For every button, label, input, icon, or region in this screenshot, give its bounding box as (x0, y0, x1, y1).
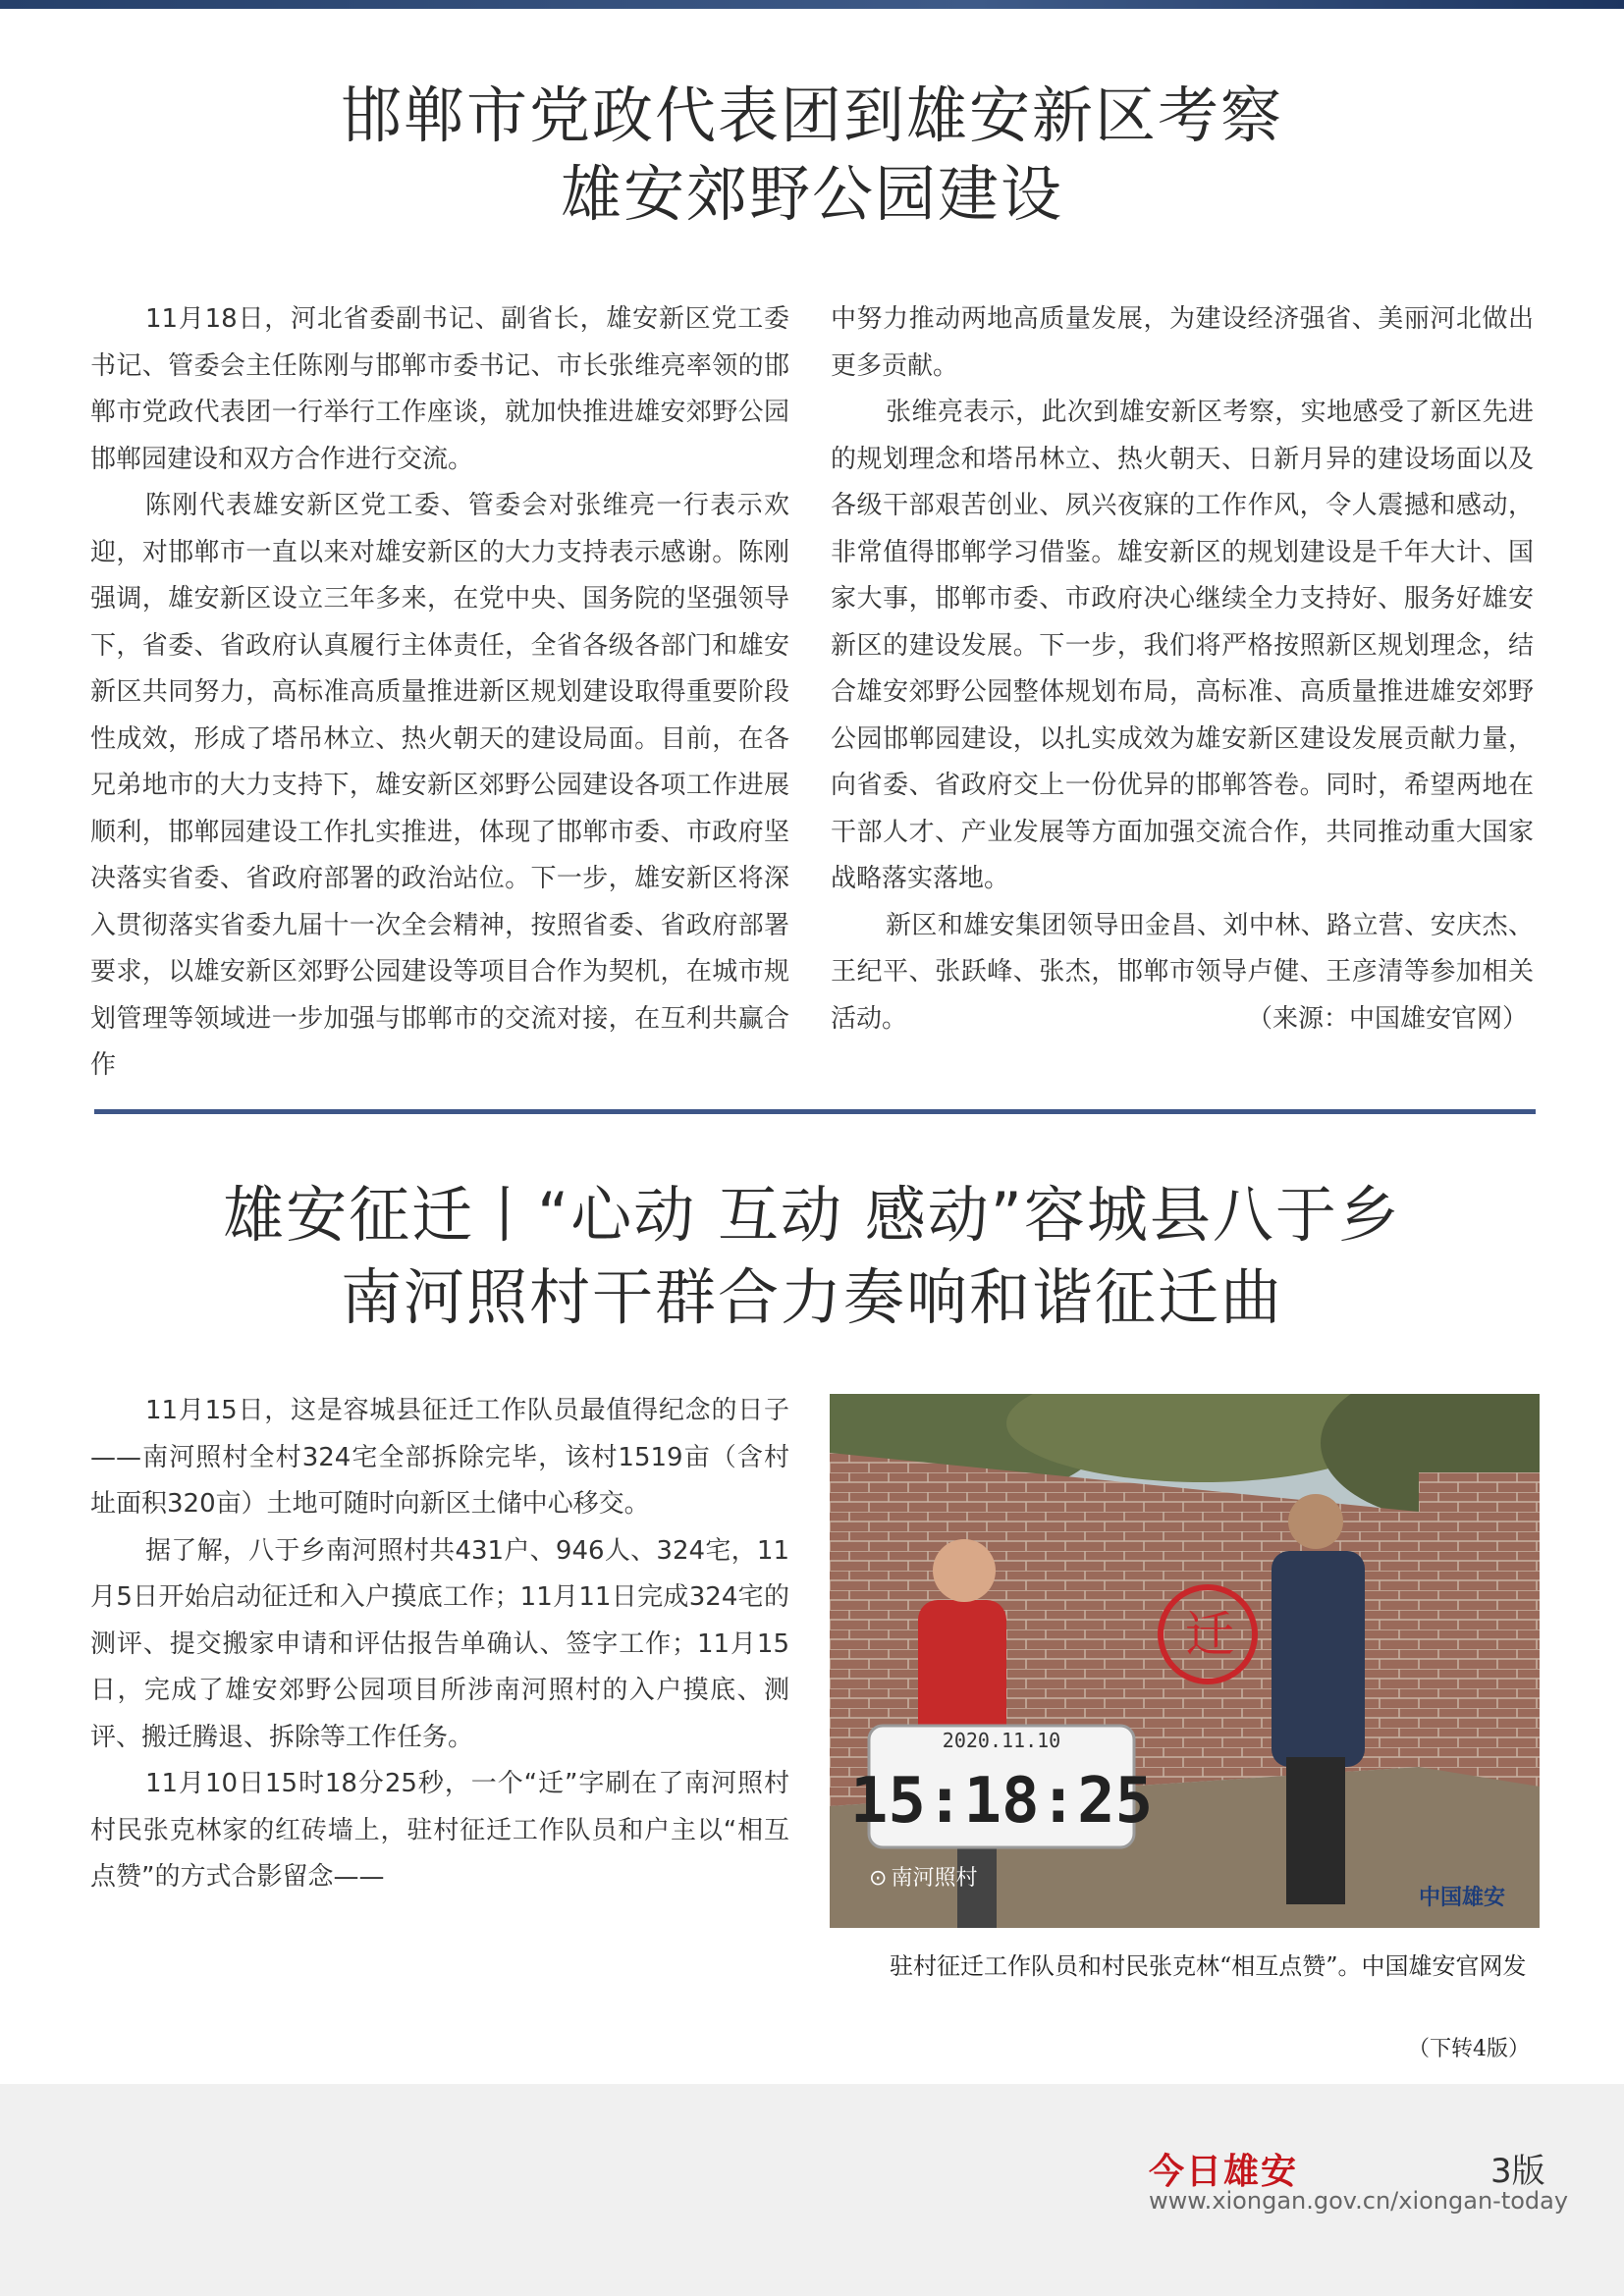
article1-paragraph: 张维亮表示，此次到雄安新区考察，实地感受了新区先进的规划理念和塔吊林立、热火朝天、日新月异的建设场面以及各级干部艰苦创业、夙兴夜寐的工作作风，令人震撼和感动，非常值得邯郸学习借鉴。雄安新区的规划建设是千年大计、国家大事，邯郸市委、市政府决心继续全力支持好、服务好雄安新区的建设发展。下一步，我们将严格按照新区规划理念，结合雄安郊野公园整体规划布局，高标准、高质量推进雄安郊野公园邯郸园建设，以扎实成效为雄安新区建设发展贡献力量，向省委、省政府交上一份优异的邯郸答卷。同时，希望两地在干部人才、产业发展等方面加强交流合作，共同推动重大国家战略落实落地。 (831, 398, 1534, 893)
timestamp-time: 15:18:25 (849, 1765, 1154, 1838)
wall-painted-character: 迁 (1185, 1606, 1234, 1663)
article1-headline (0, 77, 1624, 234)
article2-column (90, 1388, 789, 1901)
news-photo (830, 1394, 1540, 1928)
article1-last-text: 新区和雄安集团领导田金昌、刘中林、路立营、安庆杰、王纪平、张跃峰、张杰，邯郸市领导卢健、王彦清等参加相关活动。 (831, 910, 1534, 1034)
article1-paragraph: 11月18日，河北省委副书记、副省长，雄安新区党工委书记、管委会主任陈刚与邯郸市委书记、市长张维亮率领的邯郸市党政代表团一行举行工作座谈，就加快推进雄安郊野公园邯郸园建设和双方合作进行交流。 (90, 304, 789, 474)
article1-left-column (90, 296, 789, 1090)
article1-paragraph-continued: 中努力推动两地高质量发展，为建设经济强省、美丽河北做出更多贡献。 (831, 304, 1534, 381)
article1-right-column (831, 296, 1534, 1042)
location-tag (869, 1866, 977, 1891)
article1-paragraph: 陈刚代表雄安新区党工委、管委会对张维亮一行表示欢迎，对邯郸市一直以来对雄安新区的大力支持表示感谢。陈刚强调，雄安新区设立三年多来，在党中央、国务院的坚强领导下，省委、省政府认真履行主体责任，全省各级各部门和雄安新区共同努力，高标准高质量推进新区规划建设取得重要阶段性成效，形成了塔吊林立、热火朝天的建设局面。目前，在各兄弟地市的大力支持下，雄安新区郊野公园建设各项工作进展顺利，邯郸园建设工作扎实推进，体现了邯郸市委、市政府坚决落实省委、省政府部署的政治站位。下一步，雄安新区将深入贯彻落实省委九届十一次全会精神，按照省委、省政府部署要求，以雄安新区郊野公园建设等项目合作为契机，在城市规划管理等领域进一步加强与邯郸市的交流对接，在互利共赢合作 (90, 491, 789, 1080)
article2-headline (0, 1174, 1624, 1339)
publication-url: www.xiongan.gov.cn/xiongan-today (1149, 2187, 1569, 2215)
section-divider (94, 1109, 1536, 1114)
article2-paragraph: 据了解，八于乡南河照村共431户、946人、324宅，11月5日开始启动征迁和入户摸底工作；11月11日完成324宅的测评、提交搬家申请和评估报告单确认、签字工作；11月15日，完成了雄安郊野公园项目所涉南河照村的入户摸底、测评、搬迁腾退、拆除等工作任务。 (90, 1535, 789, 1752)
top-accent-bar (0, 0, 1624, 9)
location-name: 南河照村 (891, 1866, 978, 1891)
article1-paragraph-last (831, 903, 1534, 1043)
continued-note: （下转4版） (1408, 2037, 1530, 2061)
article2-title-line1: 雄安征迁丨“心动 互动 感动”容城县八于乡 (223, 1179, 1401, 1251)
timestamp-date: 2020.11.10 (942, 1729, 1061, 1752)
photo-caption: 驻村征迁工作队员和村民张克林“相互点赞”。中国雄安官网发 (890, 1952, 1527, 1980)
article1-source: （来源：中国雄安官网） (1246, 1003, 1528, 1034)
person-villager (1272, 1551, 1365, 1767)
photo-watermark: 中国雄安 (1419, 1885, 1506, 1910)
publication-brand: 今日雄安 (1149, 2151, 1299, 2192)
article1-title-line2: 雄安郊野公园建设 (560, 158, 1063, 230)
article1-title-line1: 邯郸市党政代表团到雄安新区考察 (340, 80, 1283, 151)
page-number: 3版 (1490, 2152, 1545, 2191)
article2-title-line2: 南河照村干群合力奏响和谐征迁曲 (340, 1261, 1283, 1333)
article2-paragraph: 11月15日，这是容城县征迁工作队员最值得纪念的日子——南河照村全村324宅全部拆除完毕，该村1519亩（含村址面积320亩）土地可随时向新区土储中心移交。 (90, 1396, 789, 1519)
article2-paragraph: 11月10日15时18分25秒，一个“迁”字刷在了南河照村村民张克林家的红砖墙上，驻村征迁工作队员和户主以“相互点赞”的方式合影留念—— (90, 1769, 789, 1892)
location-pin-icon: ⊙ (869, 1866, 888, 1891)
